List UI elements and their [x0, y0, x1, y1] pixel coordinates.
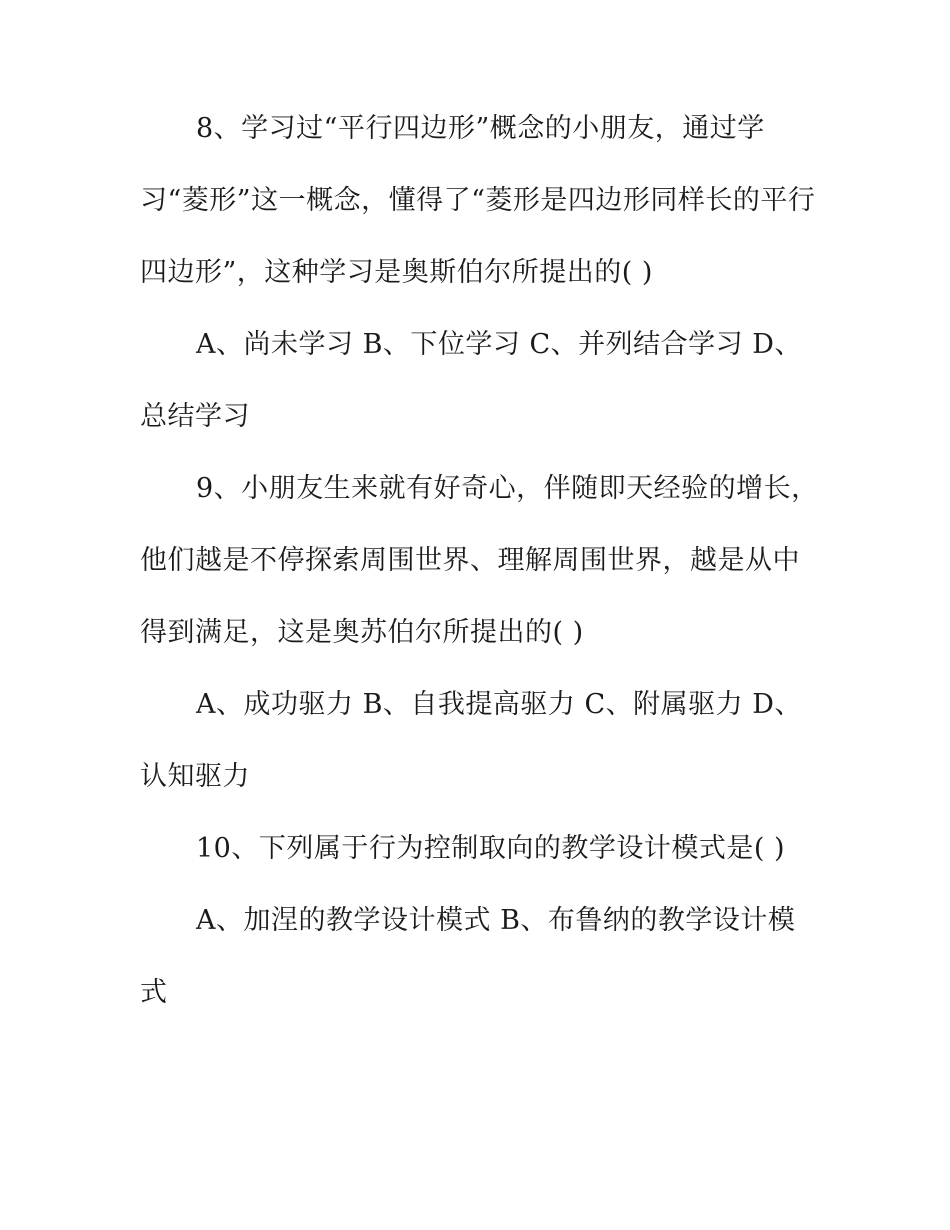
- question-8-stem: 8、学习过“平行四边形”概念的小朋友，通过学习“菱形”这一概念，懂得了“菱形是四边形同样长的平行四边形”，这种学习是奥斯伯尔所提出的( ): [140, 113, 816, 288]
- question-9-stem: 9、小朋友生来就有好奇心，伴随即天经验的增长，他们越是不停探索周围世界、理解周围世界，越是从中得到满足，这是奥苏伯尔所提出的( ): [140, 473, 819, 648]
- question-10-options: A、加涅的教学设计模式 B、布鲁纳的教学设计模式: [140, 905, 796, 1008]
- question-10-stem: 10、下列属于行为控制取向的教学设计模式是( ): [196, 833, 786, 864]
- question-8-options: A、尚未学习 B、下位学习 C、并列结合学习 D、总结学习: [140, 329, 802, 432]
- question-9-options: A、成功驱力 B、自我提高驱力 C、附属驱力 D、认知驱力: [140, 689, 802, 792]
